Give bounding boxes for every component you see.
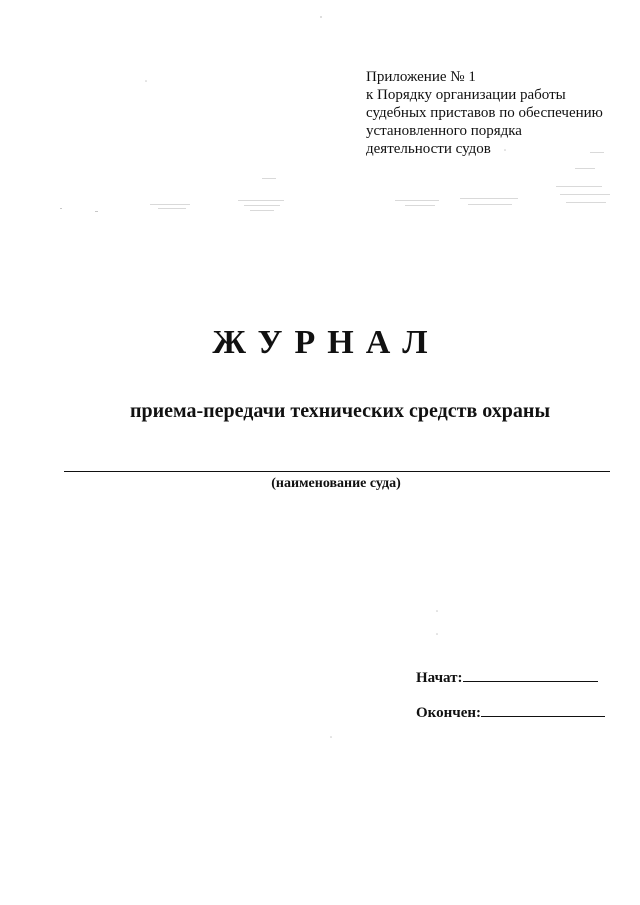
annex-reference <box>366 68 628 158</box>
start-date-blank <box>463 667 598 682</box>
annex-line-number: Приложение № 1 <box>366 69 476 85</box>
end-date-blank <box>481 702 605 717</box>
end-date-field <box>416 702 605 722</box>
annex-line-courts: деятельности судов <box>366 141 491 157</box>
court-name-caption: (наименование суда) <box>271 476 401 491</box>
annex-line-bailiffs: судебных приставов по обеспечению <box>366 105 603 121</box>
annex-line-procedure: к Порядку организации работы <box>366 87 566 103</box>
journal-title: ЖУРНАЛ <box>212 324 440 361</box>
court-name-line <box>64 471 610 472</box>
annex-line-order: установленного порядка <box>366 123 522 139</box>
start-date-label: Начат: <box>416 670 463 686</box>
end-date-label: Окончен: <box>416 705 482 721</box>
journal-subtitle: приема-передачи технических средств охраны <box>129 400 551 422</box>
start-date-field <box>416 667 598 687</box>
